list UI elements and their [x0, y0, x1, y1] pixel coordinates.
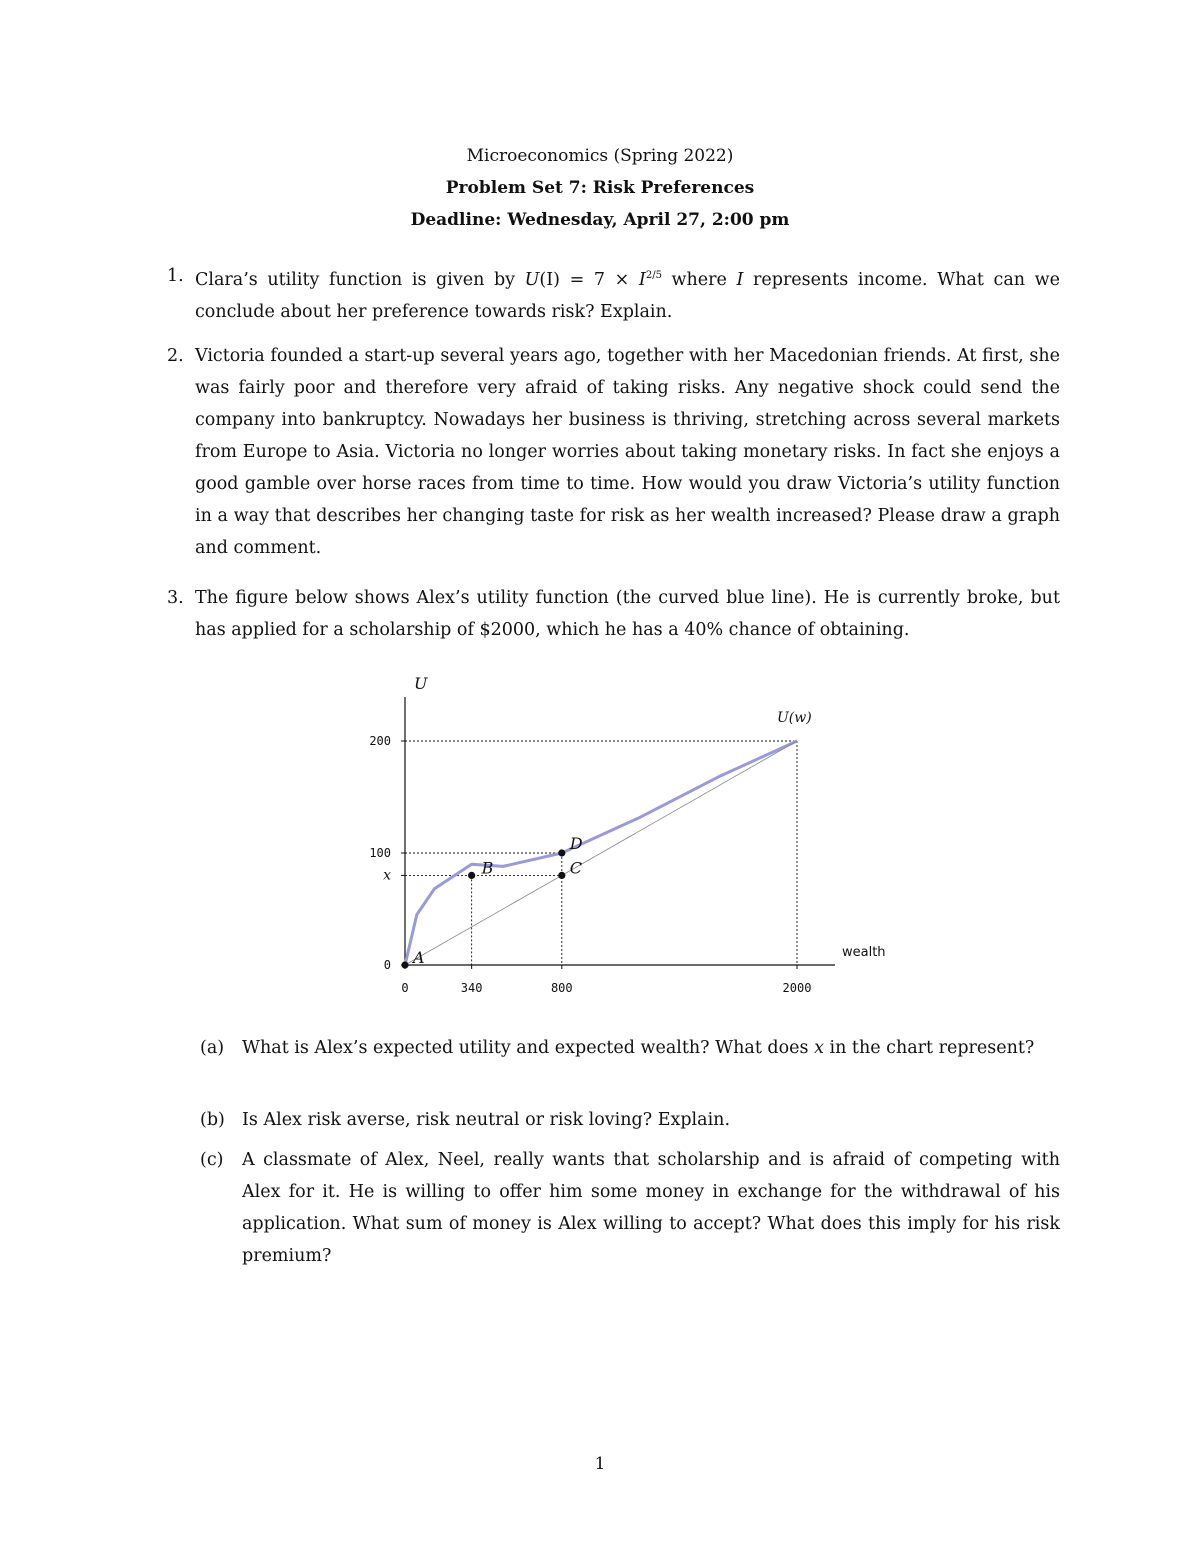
question-text: where — [661, 269, 737, 290]
x-tick-label: 340 — [460, 981, 483, 995]
y-tick-label: 100 — [369, 846, 391, 860]
question-number: 1. — [167, 266, 184, 286]
question-1: 1. Clara’s utility function is given by $U(I) = 7 \times I^{2/5}$ where I represents income. What can we conclude about her preference towards risk? Explain. — [195, 260, 1060, 328]
question-2 — [167, 340, 1060, 564]
y-tick-label: 200 — [369, 734, 391, 748]
formula-body: (I) = 7 × — [539, 269, 639, 290]
variable-x: x — [814, 1038, 824, 1058]
question-text: Victoria founded a start-up several years ago, together with her Macedonian friends. At first, she was fairly poor and therefore very afraid of taking risks. Any negative shock could send the company into bankruptcy. Nowadays her business is thriving, stretching across several markets from Europe to Asia. Victoria no longer worries about taking monetary risks. In fact she enjoys a good gamble over horse races from time to time. How would you draw Victoria’s utility function in a way that describes her changing taste for risk as her wealth increased? Please draw a graph and comment. — [195, 346, 1060, 558]
question-text: Clara’s utility function is given by — [195, 269, 525, 290]
x-tick-label: 2000 — [782, 981, 812, 995]
chord-line — [405, 741, 797, 965]
x-tick-label: 0 — [401, 981, 409, 995]
point-label-b: B — [481, 858, 494, 878]
formula-u: U — [524, 269, 540, 290]
subquestion-label: (c) — [200, 1150, 224, 1170]
question-text: represents income. What can we conclude about her preference towards risk? Explain. — [195, 269, 1060, 322]
x-axis-label: wealth — [842, 945, 886, 960]
deadline: Deadline: Wednesday, April 27, 2:00 pm — [410, 210, 790, 230]
exponent-numerator: 2 — [645, 270, 653, 281]
subquestion-text: A classmate of Alex, Neel, really wants that scholarship and is afraid of competing with Alex for it. He is willing to offer him some money in exchange for the withdrawal of his application. What sum of money is Alex willing to accept? What does this imply for his risk premium? — [242, 1150, 1060, 1266]
utility-chart — [330, 665, 910, 1010]
point-label-a: A — [413, 948, 425, 967]
point-c — [558, 872, 565, 879]
point-label-c: C — [569, 858, 583, 878]
subquestion-label: (a) — [200, 1038, 225, 1058]
y-axis-label: U — [414, 674, 428, 693]
question-3 — [167, 582, 1060, 646]
subquestion-a — [200, 1032, 1060, 1064]
point-d — [558, 849, 565, 856]
curve-label: U(w) — [777, 710, 812, 726]
question-number: 2. — [167, 346, 184, 366]
subquestion-label: (b) — [200, 1110, 225, 1130]
y-tick-label: 0 — [383, 958, 391, 972]
point-b — [468, 872, 475, 879]
y-tick-label: x — [383, 867, 391, 884]
exponent-denominator: 5 — [655, 270, 662, 281]
subquestion-text: What is Alex’s expected utility and expected wealth? What does — [242, 1038, 815, 1058]
subquestion-text: in the chart represent? — [823, 1038, 1035, 1058]
subquestion-b — [200, 1104, 1060, 1136]
question-number: 3. — [167, 588, 184, 608]
problem-set-title: Problem Set 7: Risk Preferences — [445, 178, 755, 198]
subquestion-text: Is Alex risk averse, risk neutral or risk loving? Explain. — [242, 1110, 731, 1130]
course-title: Microeconomics (Spring 2022) — [466, 146, 734, 166]
formula-i: I — [638, 269, 646, 290]
page-number: 1 — [594, 1454, 606, 1474]
question-text: The figure below shows Alex’s utility function (the curved blue line). He is currently broke, but has applied for a scholarship of $2000, which he has a 40% chance of obtaining. — [195, 588, 1060, 640]
subquestion-c — [200, 1144, 1060, 1272]
point-label-d: D — [569, 834, 583, 853]
x-tick-label: 800 — [550, 981, 573, 995]
variable-i: I — [736, 269, 744, 290]
